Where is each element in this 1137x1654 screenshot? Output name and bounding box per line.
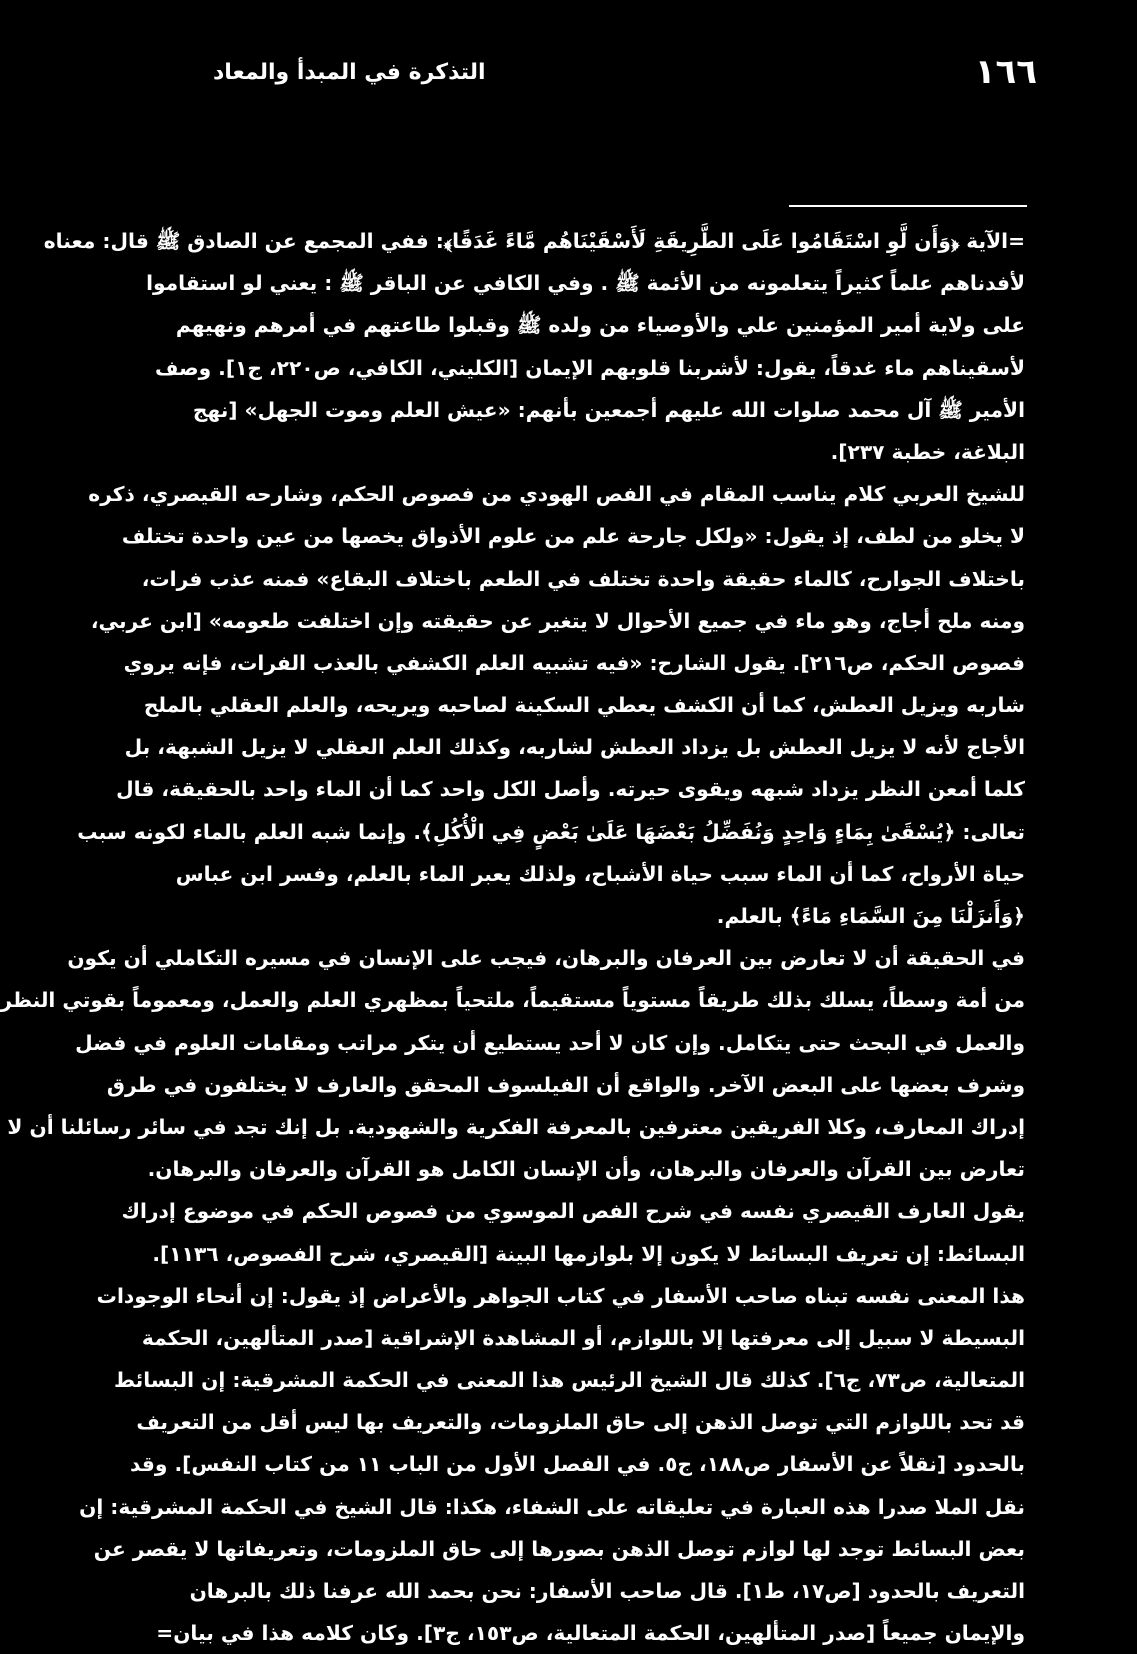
text-line: الأجاج لأنه لا يزيل العطش بل يزداد العطش لشاربه، وكذلك العلم العقلي لا يزيل الشبهة، بل xyxy=(124,735,1025,760)
text-line: تعالى: ﴿يُسْقَىٰ بِمَاءٍ وَاحِدٍ وَنُفَضِّلُ بَعْضَهَا عَلَىٰ بَعْضٍ فِي الْأُكُلِ﴾. وإنما شبه العلم بالماء لكونه سبب xyxy=(77,819,1025,844)
text-line: قد تحد باللوازم التي توصل الذهن إلى حاق الملزومات، والتعريف بها ليس أقل من التعريف xyxy=(136,1410,1025,1435)
text-line: التعريف بالحدود [ص١٧، ط١]. قال صاحب الأسفار: نحن بحمد الله عرفنا ذلك بالبرهان xyxy=(189,1579,1025,1603)
text-line: المتعالية، ص٧٣، ج٦]. كذلك قال الشيخ الرئيس هذا المعنى في الحكمة المشرقية: إن البسائط xyxy=(114,1368,1025,1393)
text-line: حياة الأرواح، كما أن الماء سبب حياة الأشباح، ولذلك يعبر الماء بالعلم، وفسر ابن عباس xyxy=(175,861,1025,886)
text-line: والإيمان جميعاً [صدر المتألهين، الحكمة المتعالية، ص١٥٣، ج٣]. وكان كلامه هذا في بيان= xyxy=(156,1621,1025,1646)
text-line: الأمير ﷺ آل محمد صلوات الله عليهم أجمعين بأنهم: «عيش العلم وموت الجهل» [نهج xyxy=(192,397,1025,422)
text-line: لا يخلو من لطف، إذ يقول: «ولكل جارحة علم من علوم الأذواق يخصها من عين واحدة تختلف xyxy=(121,524,1025,549)
running-title: التذكرة في المبدأ والمعاد xyxy=(213,59,486,85)
text-line: لأسقيناهم ماء غدقاً، يقول: لأشربنا قلوبهم الإيمان [الكليني، الكافي، ص٢٢٠، ج١]. وصف xyxy=(155,355,1025,380)
footnote-text xyxy=(0,220,1025,1654)
footnote-separator xyxy=(789,205,1027,207)
text-line: وشرف بعضها على البعض الآخر. والواقع أن الفيلسوف المحقق والعارف لا يختلفون في طرق xyxy=(106,1072,1025,1097)
text-line: في الحقيقة أن لا تعارض بين العرفان والبرهان، فيجب على الإنسان في مسيره التكاملي أن يكون xyxy=(67,946,1025,971)
text-line: =الآية ﴿وَأَن لَّوِ اسْتَقَامُوا عَلَى الطَّرِيقَةِ لَأَسْقَيْنَاهُم مَّاءً غَدَقًا﴾: ففي المجمع عن الصادق ﷺ قال: معناه xyxy=(43,229,1025,253)
page-number: ١٦٦ xyxy=(974,52,1037,92)
text-line: على ولاية أمير المؤمنين علي والأوصياء من ولده ﷺ وقبلوا طاعتهم في أمرهم ونهيهم xyxy=(175,313,1025,338)
text-line: من أمة وسطاً، يسلك بذلك طريقاً مستوياً مستقيماً، ملتحياً بمظهري العلم والعمل، ومعموماً بقوتي النظر xyxy=(0,988,1025,1013)
text-line: فصوص الحكم، ص٢١٦]. يقول الشارح: «فيه تشبيه العلم الكشفي بالعذب الفرات، فإنه يروي xyxy=(123,650,1025,675)
text-line: والعمل في البحث حتى يتكامل. وإن كان لا أحد يستطيع أن يتكر مراتب ومقامات العلوم في فضل xyxy=(75,1030,1025,1055)
text-line: شاربه ويزيل العطش، كما أن الكشف يعطي السكينة لصاحبه ويريحه، والعلم العقلي بالملح xyxy=(143,693,1025,718)
text-line: البسائط: إن تعريف البسائط لا يكون إلا بلوازمها البينة [القيصري، شرح الفصوص، ١١٣٦]. xyxy=(152,1241,1025,1266)
text-line: ﴿وَأَنزَلْنَا مِنَ السَّمَاءِ مَاءً﴾ بالعلم. xyxy=(716,904,1025,928)
text-line: إدراك المعارف، وكلا الفريقين معترفين بالمعرفة الفكرية والشهودية. بل إنك تجد في سائر رسائلنا أن لا xyxy=(7,1114,1025,1139)
text-line: كلما أمعن النظر يزداد شبهه ويقوى حيرته. وأصل الكل واحد كما أن الماء واحد بالحقيقة، قال xyxy=(116,777,1025,802)
text-line: للشيخ العربي كلام يناسب المقام في الفص الهودي من فصوص الحكم، وشارحه القيصري، ذكره xyxy=(88,482,1025,507)
text-line: البسيطة لا سبيل إلى معرفتها إلا باللوازم، أو المشاهدة الإشراقية [صدر المتألهين، الحكمة xyxy=(141,1325,1025,1350)
text-line: ومنه ملح أجاج، وهو ماء في جميع الأحوال لا يتغير عن حقيقته وإن اختلفت طعومه» [ابن عربي، xyxy=(90,608,1025,633)
text-line: بالحدود [نقلاً عن الأسفار ص١٨٨، ج٥. في الفصل الأول من الباب ١١ من كتاب النفس]. وقد xyxy=(130,1452,1025,1477)
text-line: يقول العارف القيصري نفسه في شرح الفص الموسوي من فصوص الحكم في موضوع إدراك xyxy=(121,1199,1025,1224)
text-line: تعارض بين القرآن والعرفان والبرهان، وأن الإنسان الكامل هو القرآن والعرفان والبرهان. xyxy=(147,1157,1025,1182)
text-line: باختلاف الجوارح، كالماء حقيقة واحدة تختلف في الطعم باختلاف البقاع» فمنه عذب فرات، xyxy=(141,566,1025,591)
text-line: لأفدناهم علماً كثيراً يتعلمونه من الأئمة ﷺ . وفي الكافي عن الباقر ﷺ : يعني لو استقاموا xyxy=(146,271,1025,296)
text-line: نقل الملا صدرا هذه العبارة في تعليقاته على الشفاء، هكذا: قال الشيخ في الحكمة المشرقية: إن xyxy=(79,1494,1025,1519)
text-line: هذا المعنى نفسه تبناه صاحب الأسفار في كتاب الجواهر والأعراض إذ يقول: إن أنحاء الوجودات xyxy=(96,1283,1025,1308)
text-line: بعض البسائط توجد لها لوازم توصل الذهن بصورها إلى حاق الملزومات، وتعريفاتها لا يقصر عن xyxy=(93,1536,1025,1561)
page-header xyxy=(213,52,1037,92)
text-line: البلاغة، خطبة ٢٣٧]. xyxy=(830,439,1025,464)
